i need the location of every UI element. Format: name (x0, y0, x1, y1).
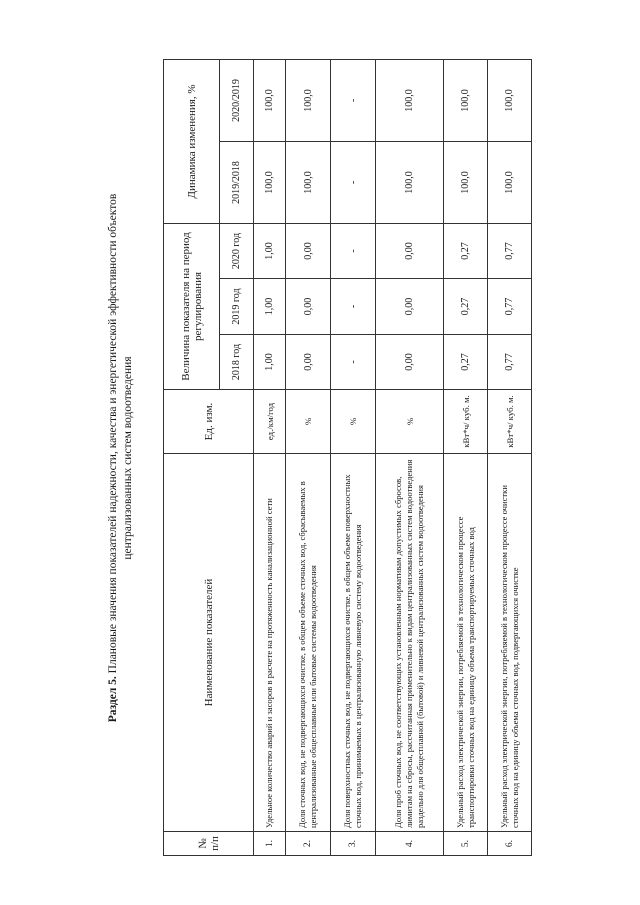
section-title-line2: централизованных систем водоотведения (122, 356, 134, 560)
row-name: Удельное количество аварий и засоров в расчете на протяженность канализационной сети (254, 454, 286, 832)
row-value-2020: 0,00 (286, 223, 331, 278)
row-value-2018: 0,27 (444, 335, 488, 390)
row-dyn-2019-2018: 100,0 (376, 141, 444, 223)
row-value-2020: 0,27 (444, 223, 488, 278)
row-num: 2. (286, 832, 331, 856)
row-value-2019: 0,77 (488, 279, 532, 335)
row-value-2018: 0,77 (488, 335, 532, 390)
row-num: 3. (331, 832, 376, 856)
row-value-2019: 0,00 (376, 279, 444, 335)
row-unit: кВт*ч/ куб. м. (444, 390, 488, 454)
header-dyn-2020-2019: 2020/2019 (220, 59, 254, 141)
row-name: Удельный расход электрической энергии, потребляемой в технологическом процессе транспортировки сточных вод на единицу объема транспортируемых сточных вод (444, 454, 488, 832)
row-num: 1. (254, 832, 286, 856)
row-value-2018: 1,00 (254, 335, 286, 390)
row-dyn-2019-2018: 100,0 (488, 141, 532, 223)
row-unit: % (331, 390, 376, 454)
row-dyn-2019-2018: - (331, 141, 376, 223)
header-values-group: Величина показателя на период регулирования (164, 223, 220, 389)
header-num: № п/п (164, 832, 254, 856)
header-year-2019: 2019 год (220, 279, 254, 335)
row-unit: % (286, 390, 331, 454)
row-dyn-2020-2019: 100,0 (488, 59, 532, 141)
row-dyn-2020-2019: 100,0 (254, 59, 286, 141)
row-dyn-2019-2018: 100,0 (444, 141, 488, 223)
table-row (488, 59, 532, 855)
row-value-2019: - (331, 279, 376, 335)
table-row (444, 59, 488, 855)
row-num: 6. (488, 832, 532, 856)
table-row (376, 59, 444, 855)
row-value-2019: 1,00 (254, 279, 286, 335)
row-value-2018: - (331, 335, 376, 390)
row-name: Доля поверхностных сточных вод, не подвергающихся очистке, в общем объеме поверхностных сточных вод, принимаемых в централизованную ливневую систему водоотведения (331, 454, 376, 832)
row-value-2019: 0,27 (444, 279, 488, 335)
row-dyn-2020-2019: 100,0 (444, 59, 488, 141)
row-value-2020: - (331, 223, 376, 278)
header-year-2018: 2018 год (220, 335, 254, 390)
row-num: 4. (376, 832, 444, 856)
table-row (331, 59, 376, 855)
row-value-2020: 0,77 (488, 223, 532, 278)
header-row-1 (164, 59, 220, 855)
row-dyn-2019-2018: 100,0 (286, 141, 331, 223)
row-value-2018: 0,00 (286, 335, 331, 390)
row-unit: кВт*ч/ куб. м. (488, 390, 532, 454)
row-name: Доля проб сточных вод, не соответствующих установленным нормативам допустимых сбросов, лимитам на сбросы, рассчитанная применительно к видам централизованных систем водоотведения раздельно для общесплавной (бытовой) и ливневой централизованных систем водоотведения (376, 454, 444, 832)
row-num: 5. (444, 832, 488, 856)
row-value-2020: 0,00 (376, 223, 444, 278)
row-name: Удельный расход электрической энергии, потребляемой в технологическом процессе очистки сточных вод на единицу объема сточных вод, подвергающихся очистке (488, 454, 532, 832)
header-dyn-2019-2018: 2019/2018 (220, 141, 254, 223)
section-title-text: Плановые значения показателей надежности, качества и энергетической эффективности объектов (107, 193, 119, 674)
row-name: Доля сточных вод, не подвергающихся очистке, в общем объеме сточных вод, сбрасываемых в централизованные общесплавные или бытовые системы водоотведения (286, 454, 331, 832)
row-unit: % (376, 390, 444, 454)
row-dyn-2019-2018: 100,0 (254, 141, 286, 223)
table-row (286, 59, 331, 855)
header-dynamics-group: Динамика изменения, % (164, 59, 220, 223)
rotated-content (20, 58, 620, 858)
row-dyn-2020-2019: 100,0 (286, 59, 331, 141)
header-year-2020: 2020 год (220, 223, 254, 278)
row-value-2018: 0,00 (376, 335, 444, 390)
table-row (254, 59, 286, 855)
section-title-line1 (106, 58, 121, 858)
row-value-2020: 1,00 (254, 223, 286, 278)
row-value-2019: 0,00 (286, 279, 331, 335)
row-unit: ед./км/год (254, 390, 286, 454)
row-dyn-2020-2019: 100,0 (376, 59, 444, 141)
header-unit: Ед. изм. (164, 390, 254, 454)
header-name: Наименование показателей (164, 454, 254, 832)
section-label: Раздел 5. (107, 676, 119, 723)
row-dyn-2020-2019: - (331, 59, 376, 141)
indicators-table (163, 59, 532, 856)
